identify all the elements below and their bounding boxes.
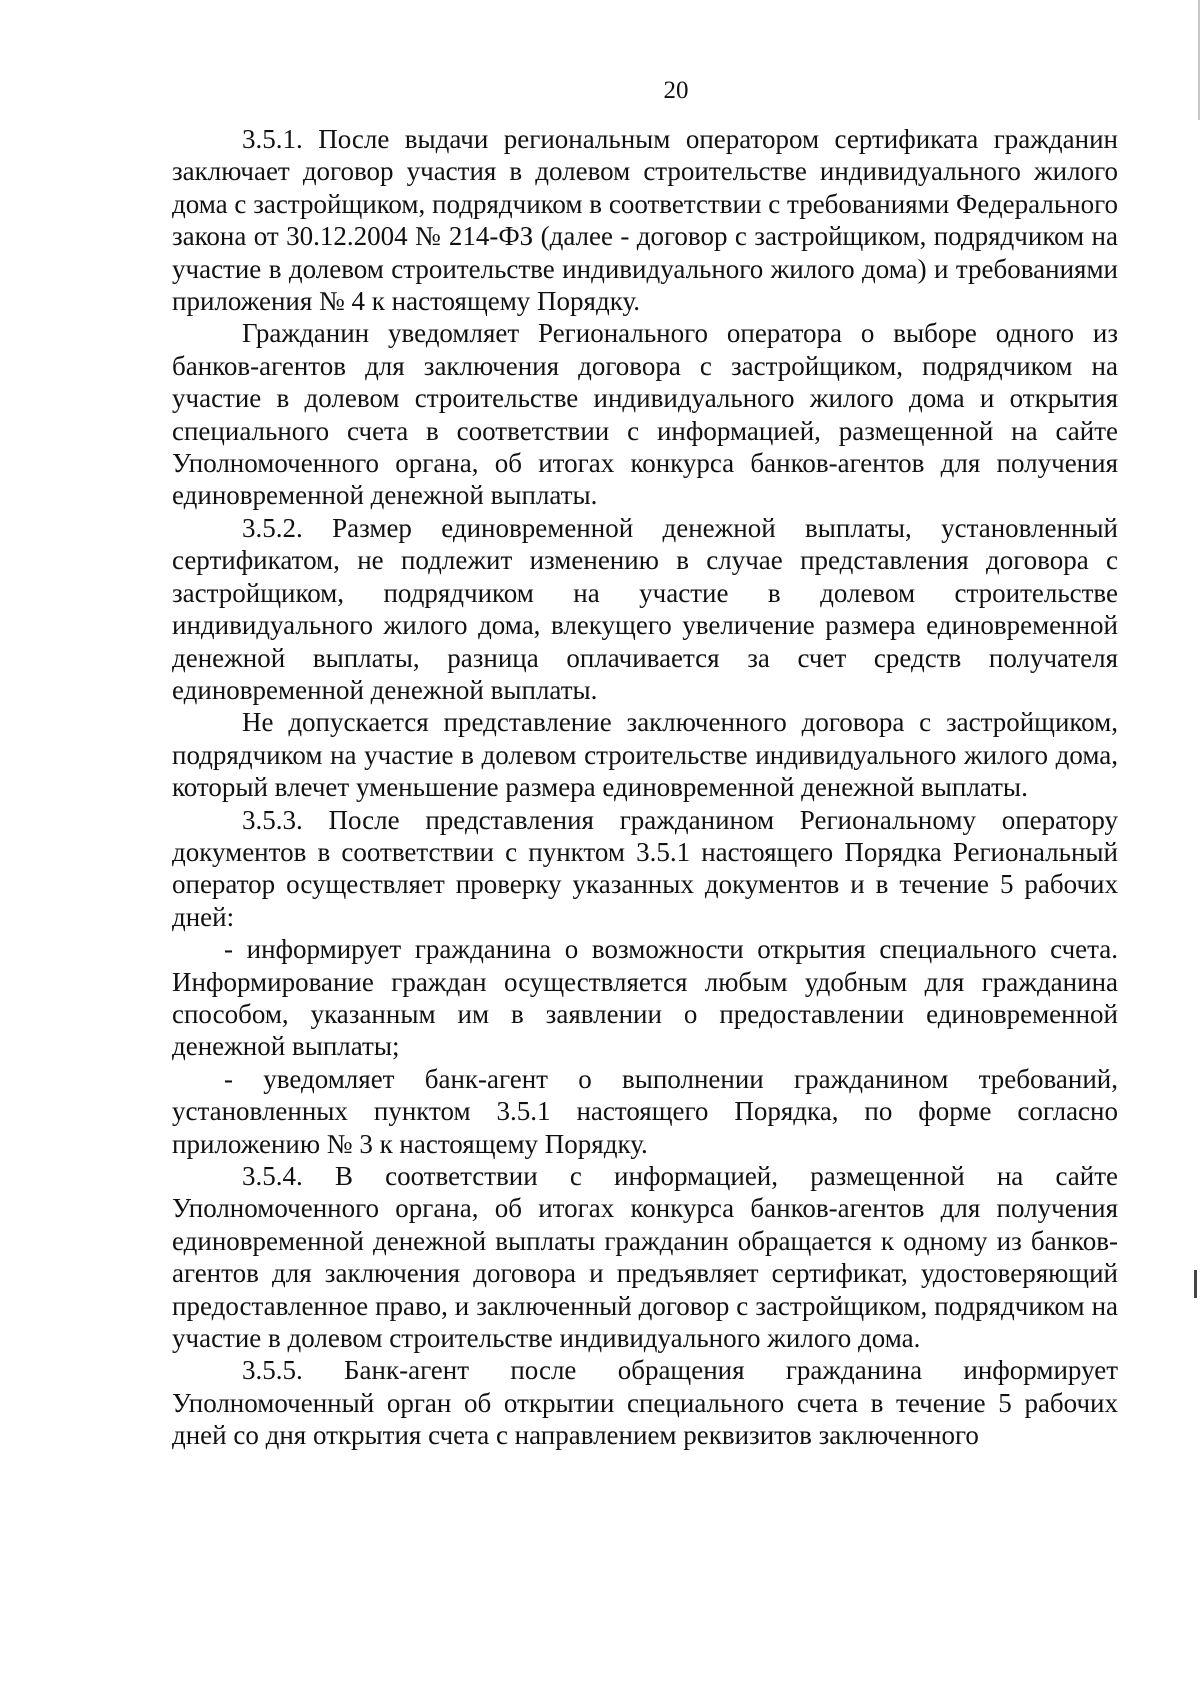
list-item-notifies: - уведомляет банк-агент о выполнении гражданином требований, установленных пунктом 3.5.1 настоящего Порядка, по форме согласно приложению № 3 к настоящему Порядку. — [172, 1063, 1118, 1159]
document-body — [172, 123, 1118, 1452]
paragraph-3-5-5: 3.5.5. Банк-агент после обращения гражданина информирует Уполномоченный орган об открытии специального счета в течение 5 рабочих дней со дня открытия счета с направлением реквизитов заключенного — [172, 1355, 1118, 1451]
paragraph-bank-agent-choice: Гражданин уведомляет Регионального оператора о выборе одного из банков-агентов для заключения договора с застройщиком, подрядчиком на участие в долевом строительстве индивидуального жилого дома и открытия специального счета в соответствии с информацией, размещенной на сайте Уполномоченного органа, об итогах конкурса банков-агентов для получения единовременной денежной выплаты. — [172, 318, 1118, 511]
scan-artifact-mark — [1194, 1270, 1197, 1298]
paragraph-3-5-4: 3.5.4. В соответствии с информацией, размещенной на сайте Уполномоченного органа, об итогах конкурса банков-агентов для получения единовременной денежной выплаты гражданин обращается к одному из банков-агентов для заключения договора и предъявляет сертификат, удостоверяющий предоставленное право, и заключенный договор с застройщиком, подрядчиком на участие в долевом строительстве индивидуального жилого дома. — [172, 1161, 1118, 1354]
paragraph-3-5-3: 3.5.3. После представления гражданином Региональному оператору документов в соответствии с пунктом 3.5.1 настоящего Порядка Региональный оператор осуществляет проверку указанных документов и в течение 5 рабочих дней: — [172, 804, 1118, 932]
paragraph-3-5-1: 3.5.1. После выдачи региональным оператором сертификата гражданин заключает договор участия в долевом строительстве индивидуального жилого дома с застройщиком, подрядчиком в соответствии с требованиями Федерального закона от 30.12.2004 № 214-ФЗ (далее - договор с застройщиком, подрядчиком на участие в долевом строительстве индивидуального жилого дома) и требованиями приложения № 4 к настоящему Порядку. — [172, 124, 1118, 317]
page-number: 20 — [663, 77, 689, 104]
paragraph-not-allowed: Не допускается представление заключенного договора с застройщиком, подрядчиком на участие в долевом строительстве индивидуального жилого дома, который влечет уменьшение размера единовременной денежной выплаты. — [172, 707, 1118, 803]
paragraph-3-5-2: 3.5.2. Размер единовременной денежной выплаты, установленный сертификатом, не подлежит изменению в случае представления договора с застройщиком, подрядчиком на участие в долевом строительстве индивидуального жилого дома, влекущего увеличение размера единовременной денежной выплаты, разница оплачивается за счет средств получателя единовременной денежной выплаты. — [172, 512, 1118, 705]
list-item-informs: - информирует гражданина о возможности открытия специального счета. Информирование граждан осуществляется любым удобным для гражданина способом, указанным им в заявлении о предоставлении единовременной денежной выплаты; — [172, 934, 1118, 1062]
